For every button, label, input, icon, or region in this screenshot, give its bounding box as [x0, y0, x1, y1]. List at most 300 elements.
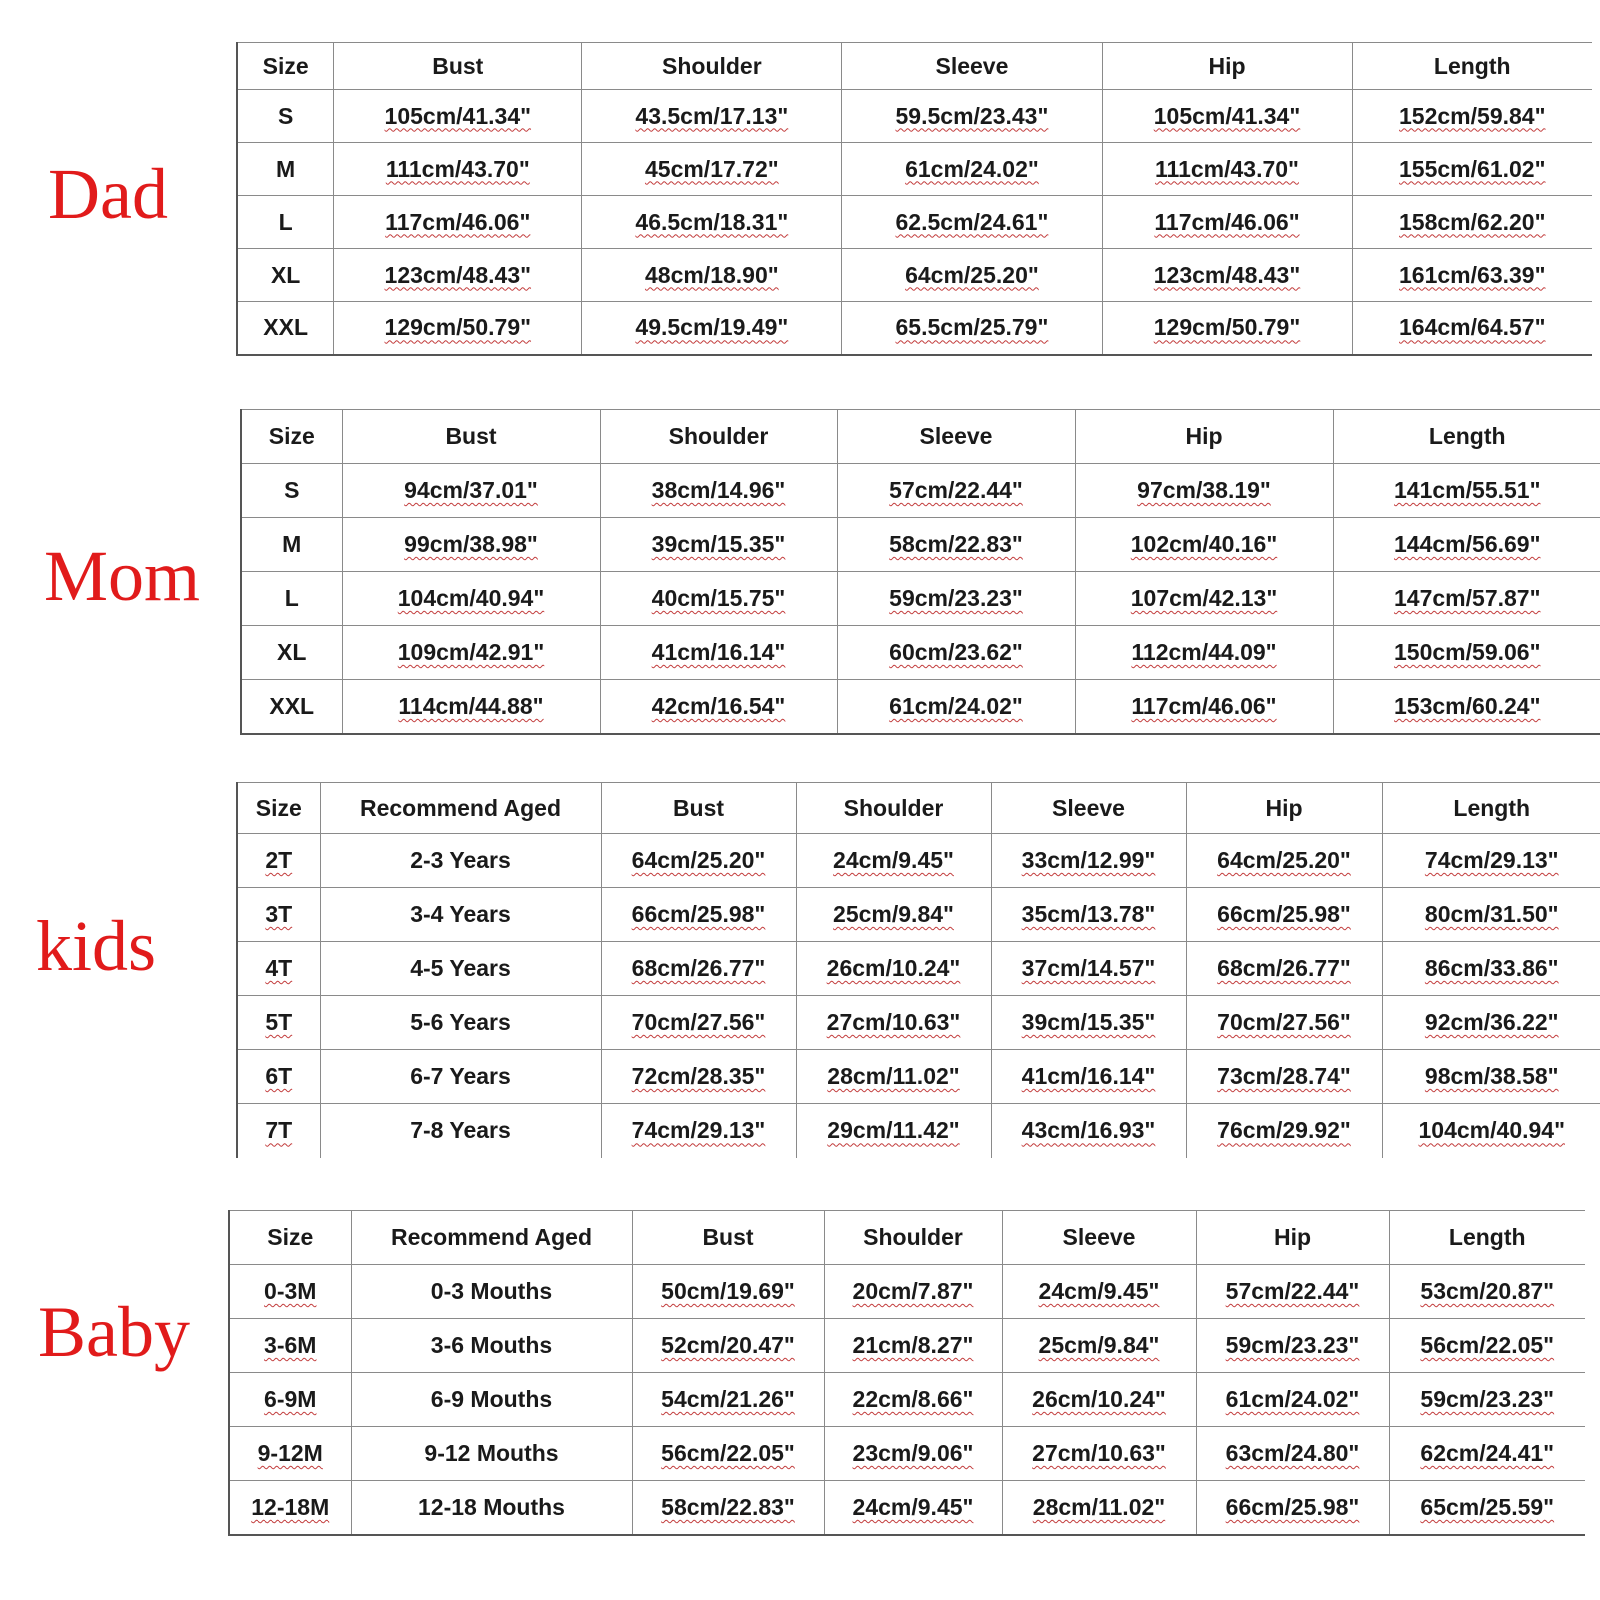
- mom-cell-value: 42cm/16.54": [651, 692, 786, 719]
- mom-table-cell: [1333, 518, 1600, 572]
- mom-table-cell: [1075, 680, 1333, 734]
- baby-cell-value: 6-9 Mouths: [430, 1386, 553, 1412]
- kids-table-cell: [320, 942, 601, 996]
- kids-table-cell: [1186, 996, 1382, 1050]
- dad-table-cell: [1102, 90, 1352, 143]
- mom-table-cell: [241, 680, 342, 734]
- kids-table-cell: [1186, 942, 1382, 996]
- kids-cell-value: 73cm/28.74": [1217, 1063, 1351, 1089]
- mom-cell-value: 112cm/44.09": [1131, 639, 1277, 665]
- mom-cell-value: 147cm/57.87": [1394, 585, 1541, 611]
- kids-cell-value: 24cm/9.45": [833, 847, 954, 873]
- dad-table-cell: [334, 143, 582, 196]
- kids-table-cell: [601, 888, 796, 942]
- mom-cell-value: 99cm/38.98": [404, 531, 538, 557]
- mom-table-cell: [837, 626, 1075, 680]
- kids-column-header: Shoulder: [796, 783, 991, 834]
- baby-table-cell: [632, 1427, 824, 1481]
- dad-table-cell: [582, 143, 842, 196]
- baby-table-row: [229, 1427, 1585, 1481]
- mom-table-cell: [600, 518, 837, 572]
- baby-table-cell: [1389, 1319, 1585, 1373]
- kids-column-header: Hip: [1186, 783, 1382, 834]
- dad-table-cell: [842, 302, 1102, 355]
- dad-table-row: [237, 302, 1592, 355]
- kids-table-cell: [796, 888, 991, 942]
- mom-table-cell: [342, 518, 600, 572]
- dad-cell-value: 123cm/48.43": [384, 261, 532, 288]
- mom-table-cell: [241, 626, 342, 680]
- kids-cell-value: 4T: [265, 955, 293, 981]
- baby-cell-value: 59cm/23.23": [1420, 1386, 1555, 1412]
- mom-size-table: [240, 409, 1600, 735]
- baby-table-cell: [1002, 1427, 1196, 1481]
- dad-cell-value: 105cm/41.34": [1153, 102, 1301, 129]
- mom-cell-value: 40cm/15.75": [651, 585, 786, 611]
- baby-column-header: Length: [1389, 1211, 1585, 1265]
- kids-table-cell: [1186, 888, 1382, 942]
- dad-cell-value: 152cm/59.84": [1399, 102, 1546, 129]
- dad-cell-value: 43.5cm/17.13": [635, 102, 789, 129]
- mom-table-cell: [600, 680, 837, 734]
- dad-cell-value: 105cm/41.34": [384, 102, 532, 129]
- dad-column-header: Sleeve: [842, 43, 1102, 90]
- mom-cell-value: 104cm/40.94": [397, 585, 545, 611]
- mom-cell-value: 144cm/56.69": [1394, 531, 1541, 557]
- mom-table-row: [241, 572, 1600, 626]
- baby-cell-value: 53cm/20.87": [1420, 1278, 1555, 1304]
- kids-table-cell: [991, 942, 1186, 996]
- baby-table-cell: [351, 1373, 632, 1427]
- dad-table-cell: [1352, 249, 1592, 302]
- dad-table-cell: [1352, 143, 1592, 196]
- baby-column-header: Shoulder: [824, 1211, 1002, 1265]
- kids-cell-value: 6-7 Years: [410, 1063, 511, 1089]
- baby-table-cell: [351, 1265, 632, 1319]
- baby-table-cell: [1002, 1481, 1196, 1535]
- kids-table-cell: [796, 1104, 991, 1158]
- kids-cell-value: 70cm/27.56": [1217, 1009, 1351, 1035]
- baby-table-cell: [229, 1319, 351, 1373]
- dad-cell-value: L: [278, 208, 293, 235]
- mom-header-row: [241, 410, 1600, 464]
- dad-cell-value: 59.5cm/23.43": [895, 102, 1049, 129]
- dad-table-cell: [582, 249, 842, 302]
- dad-table-cell: [582, 302, 842, 355]
- mom-cell-value: 41cm/16.14": [651, 639, 786, 665]
- mom-table-cell: [600, 626, 837, 680]
- dad-table-cell: [582, 90, 842, 143]
- baby-table-cell: [632, 1481, 824, 1535]
- mom-table-cell: [1075, 464, 1333, 518]
- kids-cell-value: 25cm/9.84": [833, 901, 954, 927]
- mom-cell-value: 107cm/42.13": [1130, 585, 1278, 611]
- kids-table-row: [237, 1104, 1600, 1158]
- baby-cell-value: 66cm/25.98": [1225, 1493, 1360, 1520]
- kids-cell-value: 66cm/25.98": [631, 901, 766, 927]
- dad-cell-value: XL: [270, 261, 301, 288]
- kids-column-header: Size: [237, 783, 320, 834]
- mom-column-header: Shoulder: [600, 410, 837, 464]
- kids-section-label: kids: [36, 906, 157, 986]
- baby-table-cell: [1002, 1373, 1196, 1427]
- mom-table-row: [241, 464, 1600, 518]
- baby-table-cell: [229, 1481, 351, 1535]
- baby-cell-value: 21cm/8.27": [852, 1332, 974, 1358]
- baby-table-cell: [351, 1481, 632, 1535]
- dad-cell-value: XXL: [263, 314, 308, 341]
- baby-cell-value: 56cm/22.05": [661, 1440, 795, 1466]
- baby-cell-value: 27cm/10.63": [1032, 1440, 1166, 1466]
- kids-table-cell: [237, 888, 320, 942]
- kids-table-cell: [1382, 996, 1600, 1050]
- baby-cell-value: 58cm/22.83": [661, 1493, 795, 1520]
- kids-cell-value: 29cm/11.42": [827, 1117, 960, 1144]
- mom-table-cell: [342, 680, 600, 734]
- kids-cell-value: 2-3 Years: [410, 847, 511, 873]
- baby-cell-value: 59cm/23.23": [1225, 1332, 1360, 1358]
- baby-cell-value: 57cm/22.44": [1225, 1278, 1360, 1304]
- kids-table-cell: [796, 834, 991, 888]
- dad-table-cell: [1102, 143, 1352, 196]
- mom-cell-value: 94cm/37.01": [404, 477, 538, 503]
- baby-column-header: Size: [229, 1211, 351, 1265]
- mom-table-cell: [1075, 626, 1333, 680]
- kids-cell-value: 4-5 Years: [410, 955, 511, 981]
- kids-table-cell: [1382, 942, 1600, 996]
- kids-cell-value: 104cm/40.94": [1418, 1117, 1565, 1144]
- baby-cell-value: 54cm/21.26": [661, 1386, 795, 1412]
- mom-table-cell: [1333, 626, 1600, 680]
- mom-table-cell: [342, 572, 600, 626]
- dad-cell-value: 111cm/43.70": [1155, 155, 1299, 182]
- kids-table-cell: [237, 996, 320, 1050]
- dad-cell-value: 129cm/50.79": [384, 314, 532, 341]
- baby-cell-value: 26cm/10.24": [1032, 1386, 1166, 1412]
- dad-table-cell: [842, 90, 1102, 143]
- dad-column-header: Shoulder: [582, 43, 842, 90]
- kids-cell-value: 33cm/12.99": [1021, 847, 1156, 873]
- baby-table-cell: [632, 1319, 824, 1373]
- kids-table-row: [237, 1050, 1600, 1104]
- mom-table-cell: [241, 464, 342, 518]
- baby-cell-value: 6-9M: [264, 1386, 317, 1412]
- dad-size-table: [236, 42, 1592, 356]
- baby-cell-value: 24cm/9.45": [852, 1493, 974, 1520]
- baby-cell-value: 62cm/24.41": [1420, 1440, 1555, 1466]
- mom-cell-value: 153cm/60.24": [1394, 692, 1541, 719]
- baby-cell-value: 24cm/9.45": [1038, 1278, 1160, 1304]
- dad-table-cell: [842, 196, 1102, 249]
- kids-cell-value: 76cm/29.92": [1217, 1117, 1351, 1144]
- dad-cell-value: 49.5cm/19.49": [635, 314, 789, 341]
- mom-table-row: [241, 626, 1600, 680]
- mom-table-cell: [342, 464, 600, 518]
- mom-cell-value: M: [282, 531, 302, 557]
- mom-cell-value: 97cm/38.19": [1137, 477, 1271, 503]
- dad-header-row: [237, 43, 1592, 90]
- baby-table-cell: [632, 1373, 824, 1427]
- baby-cell-value: 12-18 Mouths: [418, 1493, 565, 1520]
- dad-cell-value: 155cm/61.02": [1399, 155, 1546, 182]
- mom-table-cell: [241, 572, 342, 626]
- kids-cell-value: 74cm/29.13": [631, 1117, 766, 1144]
- dad-column-header: Bust: [334, 43, 582, 90]
- kids-cell-value: 27cm/10.63": [826, 1009, 961, 1035]
- dad-table-cell: [237, 302, 334, 355]
- kids-table-cell: [601, 942, 796, 996]
- kids-table-cell: [796, 942, 991, 996]
- kids-table-cell: [320, 996, 601, 1050]
- kids-table-cell: [320, 1104, 601, 1158]
- baby-table-cell: [229, 1427, 351, 1481]
- kids-cell-value: 92cm/36.22": [1424, 1009, 1559, 1035]
- kids-table-cell: [1382, 1050, 1600, 1104]
- kids-table-cell: [796, 1050, 991, 1104]
- kids-table-cell: [991, 834, 1186, 888]
- baby-cell-value: 0-3 Mouths: [430, 1278, 553, 1304]
- baby-table-row: [229, 1481, 1585, 1535]
- kids-table-cell: [796, 996, 991, 1050]
- kids-cell-value: 39cm/15.35": [1021, 1009, 1156, 1035]
- kids-table-cell: [601, 1104, 796, 1158]
- dad-table-cell: [334, 196, 582, 249]
- kids-table-cell: [1382, 888, 1600, 942]
- dad-cell-value: 117cm/46.06": [1154, 208, 1300, 235]
- dad-column-header: Length: [1352, 43, 1592, 90]
- baby-table-cell: [1196, 1481, 1389, 1535]
- dad-cell-value: S: [277, 102, 294, 129]
- dad-table-cell: [582, 196, 842, 249]
- baby-table-row: [229, 1319, 1585, 1373]
- kids-table-row: [237, 942, 1600, 996]
- dad-section-label: Dad: [48, 154, 168, 234]
- baby-cell-value: 9-12M: [257, 1440, 323, 1466]
- baby-table-cell: [824, 1373, 1002, 1427]
- dad-table-cell: [237, 143, 334, 196]
- baby-cell-value: 28cm/11.02": [1032, 1493, 1166, 1520]
- dad-table-cell: [334, 90, 582, 143]
- dad-cell-value: 64cm/25.20": [905, 261, 1039, 288]
- kids-table-cell: [991, 996, 1186, 1050]
- mom-table-cell: [1075, 572, 1333, 626]
- kids-table-row: [237, 834, 1600, 888]
- baby-table-cell: [1389, 1481, 1585, 1535]
- kids-table-cell: [320, 888, 601, 942]
- dad-table-cell: [1102, 249, 1352, 302]
- mom-cell-value: 60cm/23.62": [889, 639, 1023, 665]
- dad-table-cell: [1352, 196, 1592, 249]
- dad-table-cell: [1102, 302, 1352, 355]
- mom-table-cell: [600, 464, 837, 518]
- dad-cell-value: 65.5cm/25.79": [895, 314, 1049, 341]
- mom-cell-value: S: [284, 477, 300, 503]
- mom-table-cell: [837, 680, 1075, 734]
- dad-table-cell: [237, 196, 334, 249]
- kids-cell-value: 66cm/25.98": [1217, 901, 1351, 927]
- mom-cell-value: 58cm/22.83": [889, 531, 1023, 557]
- baby-table-cell: [632, 1265, 824, 1319]
- mom-cell-value: 141cm/55.51": [1394, 477, 1541, 503]
- kids-table-cell: [991, 1050, 1186, 1104]
- kids-cell-value: 2T: [265, 847, 293, 873]
- baby-table-cell: [1389, 1373, 1585, 1427]
- dad-table-cell: [1352, 302, 1592, 355]
- kids-cell-value: 5-6 Years: [410, 1009, 511, 1035]
- baby-table-cell: [1002, 1319, 1196, 1373]
- kids-cell-value: 98cm/38.58": [1424, 1063, 1559, 1089]
- kids-cell-value: 86cm/33.86": [1424, 955, 1559, 981]
- baby-cell-value: 65cm/25.59": [1420, 1493, 1555, 1520]
- baby-table-cell: [824, 1481, 1002, 1535]
- kids-cell-value: 64cm/25.20": [1217, 847, 1351, 873]
- kids-table-cell: [1382, 834, 1600, 888]
- dad-cell-value: 158cm/62.20": [1399, 208, 1546, 235]
- kids-cell-value: 64cm/25.20": [631, 847, 766, 873]
- mom-cell-value: 150cm/59.06": [1394, 639, 1541, 665]
- kids-cell-value: 80cm/31.50": [1424, 901, 1559, 927]
- dad-cell-value: 123cm/48.43": [1153, 261, 1301, 288]
- mom-column-header: Hip: [1075, 410, 1333, 464]
- baby-cell-value: 3-6M: [264, 1332, 317, 1358]
- mom-table-cell: [1333, 680, 1600, 734]
- dad-table-cell: [334, 302, 582, 355]
- kids-cell-value: 3T: [265, 901, 293, 927]
- baby-header-row: [229, 1211, 1585, 1265]
- kids-cell-value: 37cm/14.57": [1021, 955, 1156, 981]
- kids-cell-value: 7T: [265, 1117, 293, 1144]
- kids-cell-value: 68cm/26.77": [1217, 955, 1351, 981]
- kids-table-cell: [601, 996, 796, 1050]
- baby-table-cell: [229, 1373, 351, 1427]
- kids-table-cell: [991, 888, 1186, 942]
- mom-table-cell: [600, 572, 837, 626]
- mom-table-cell: [342, 626, 600, 680]
- kids-cell-value: 72cm/28.35": [631, 1063, 766, 1089]
- mom-table-cell: [1075, 518, 1333, 572]
- kids-cell-value: 70cm/27.56": [631, 1009, 766, 1035]
- kids-cell-value: 35cm/13.78": [1021, 901, 1156, 927]
- baby-cell-value: 61cm/24.02": [1225, 1386, 1360, 1412]
- baby-column-header: Hip: [1196, 1211, 1389, 1265]
- baby-table-cell: [229, 1265, 351, 1319]
- baby-column-header: Bust: [632, 1211, 824, 1265]
- kids-table-cell: [320, 834, 601, 888]
- dad-table-cell: [237, 249, 334, 302]
- baby-table-cell: [824, 1319, 1002, 1373]
- baby-table-cell: [1196, 1265, 1389, 1319]
- mom-cell-value: 109cm/42.91": [397, 639, 545, 665]
- mom-cell-value: 39cm/15.35": [651, 531, 786, 557]
- kids-table-row: [237, 888, 1600, 942]
- kids-table-cell: [991, 1104, 1186, 1158]
- mom-table-cell: [837, 572, 1075, 626]
- mom-cell-value: 102cm/40.16": [1130, 531, 1278, 557]
- baby-cell-value: 50cm/19.69": [661, 1278, 795, 1304]
- dad-table-row: [237, 143, 1592, 196]
- kids-header-row: [237, 783, 1600, 834]
- mom-column-header: Bust: [342, 410, 600, 464]
- kids-table-cell: [237, 834, 320, 888]
- mom-section-label: Mom: [44, 536, 201, 616]
- dad-cell-value: 61cm/24.02": [905, 155, 1039, 182]
- kids-column-header: Bust: [601, 783, 796, 834]
- baby-table-cell: [351, 1427, 632, 1481]
- mom-column-header: Length: [1333, 410, 1600, 464]
- kids-table-cell: [237, 1104, 320, 1158]
- kids-table-cell: [320, 1050, 601, 1104]
- mom-column-header: Size: [241, 410, 342, 464]
- dad-table-row: [237, 196, 1592, 249]
- dad-cell-value: 45cm/17.72": [644, 155, 779, 182]
- baby-table-cell: [824, 1265, 1002, 1319]
- dad-table-cell: [334, 249, 582, 302]
- baby-section-label: Baby: [38, 1292, 190, 1372]
- baby-cell-value: 23cm/9.06": [852, 1440, 974, 1466]
- baby-cell-value: 52cm/20.47": [661, 1332, 795, 1358]
- kids-size-table: [236, 782, 1600, 1158]
- dad-table-cell: [1352, 90, 1592, 143]
- kids-cell-value: 68cm/26.77": [631, 955, 766, 981]
- kids-cell-value: 26cm/10.24": [826, 955, 961, 981]
- kids-cell-value: 28cm/11.02": [827, 1063, 960, 1089]
- kids-cell-value: 7-8 Years: [410, 1117, 511, 1144]
- baby-table-cell: [1389, 1427, 1585, 1481]
- mom-cell-value: 57cm/22.44": [889, 477, 1023, 503]
- dad-column-header: Hip: [1102, 43, 1352, 90]
- dad-table-cell: [1102, 196, 1352, 249]
- mom-cell-value: 114cm/44.88": [398, 692, 544, 719]
- baby-size-table: [228, 1210, 1585, 1536]
- kids-cell-value: 43cm/16.93": [1021, 1117, 1156, 1144]
- dad-table-row: [237, 249, 1592, 302]
- kids-table-cell: [237, 942, 320, 996]
- mom-table-row: [241, 518, 1600, 572]
- mom-cell-value: L: [284, 585, 299, 611]
- baby-column-header: Recommend Aged: [351, 1211, 632, 1265]
- kids-table-cell: [601, 834, 796, 888]
- baby-table-cell: [1196, 1427, 1389, 1481]
- baby-table-cell: [1196, 1319, 1389, 1373]
- mom-cell-value: 59cm/23.23": [889, 585, 1023, 611]
- baby-table-row: [229, 1373, 1585, 1427]
- dad-table-cell: [842, 143, 1102, 196]
- mom-table-cell: [241, 518, 342, 572]
- dad-table-cell: [237, 90, 334, 143]
- kids-table-cell: [1382, 1104, 1600, 1158]
- mom-cell-value: 38cm/14.96": [651, 477, 786, 503]
- baby-cell-value: 25cm/9.84": [1038, 1332, 1160, 1358]
- kids-cell-value: 6T: [265, 1063, 293, 1089]
- baby-cell-value: 12-18M: [251, 1493, 330, 1520]
- mom-table-cell: [837, 518, 1075, 572]
- kids-cell-value: 74cm/29.13": [1424, 847, 1559, 873]
- kids-cell-value: 3-4 Years: [410, 901, 511, 927]
- baby-table-row: [229, 1265, 1585, 1319]
- baby-column-header: Sleeve: [1002, 1211, 1196, 1265]
- kids-table-row: [237, 996, 1600, 1050]
- dad-cell-value: 161cm/63.39": [1399, 261, 1546, 288]
- mom-cell-value: XL: [277, 639, 307, 665]
- kids-table-cell: [1186, 834, 1382, 888]
- dad-cell-value: 129cm/50.79": [1153, 314, 1301, 341]
- baby-cell-value: 9-12 Mouths: [424, 1440, 559, 1466]
- mom-cell-value: 61cm/24.02": [889, 692, 1023, 719]
- dad-cell-value: 62.5cm/24.61": [895, 208, 1049, 235]
- kids-column-header: Length: [1382, 783, 1600, 834]
- baby-cell-value: 3-6 Mouths: [430, 1332, 553, 1358]
- dad-table-row: [237, 90, 1592, 143]
